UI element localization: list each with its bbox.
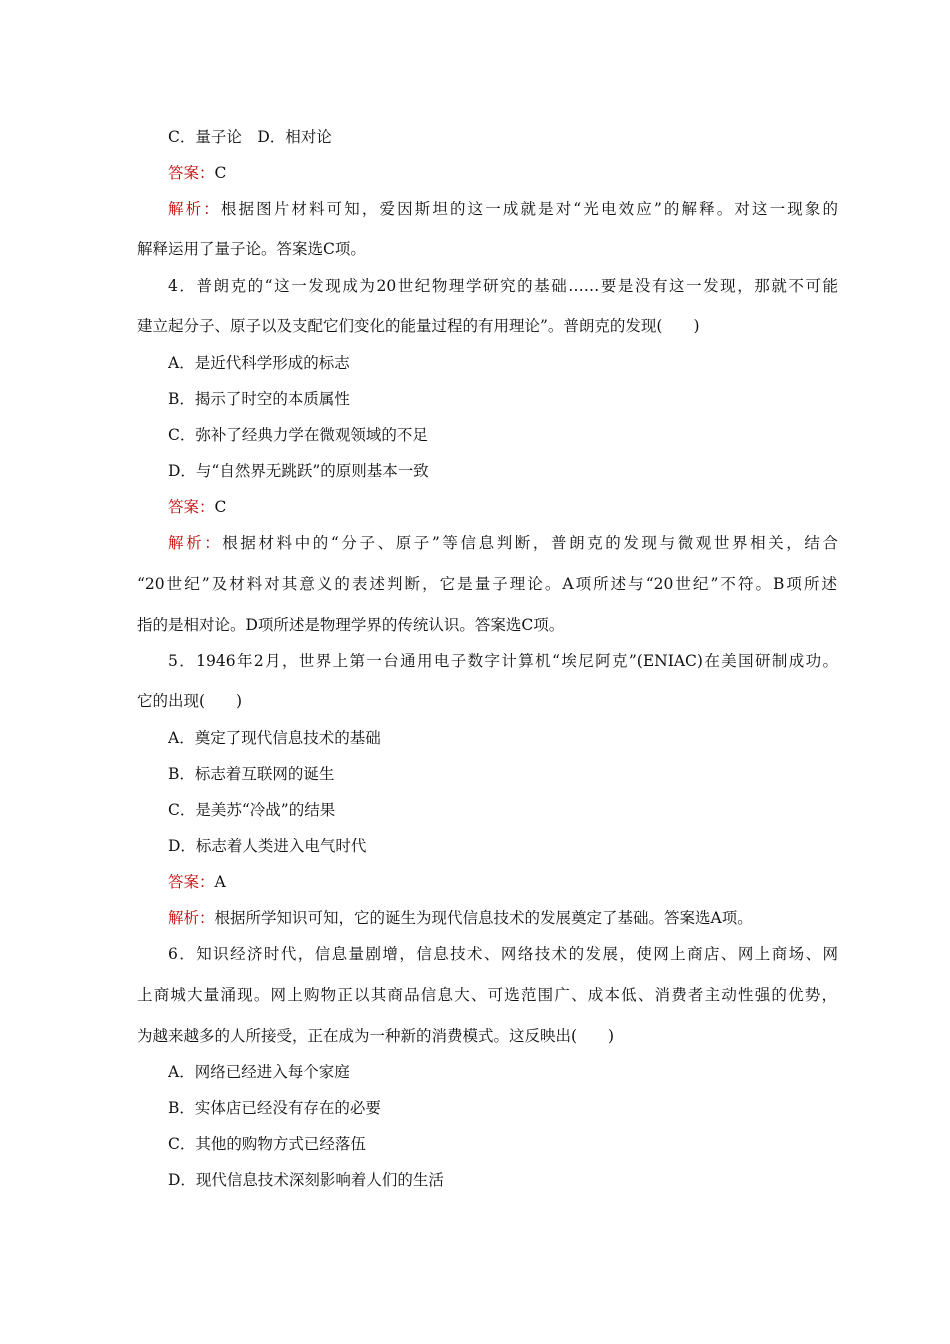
analysis-label: 解析：	[168, 534, 223, 552]
q5-option-a: A．奠定了现代信息技术的基础	[168, 729, 381, 747]
q6-option-d: D．现代信息技术深刻影响着人们的生活	[168, 1171, 444, 1189]
q5-stem-line1: 5．1946年2月，世界上第一台通用电子数字计算机“埃尼阿克”(ENIAC)在美国研制成功。	[168, 652, 838, 670]
analysis-text: 根据材料中的“分子、原子”等信息判断，普朗克的发现与微观世界相关，结合	[222, 534, 838, 552]
q6-option-a: A．网络已经进入每个家庭	[168, 1063, 350, 1081]
analysis-label: 解析：	[168, 909, 215, 927]
q3-options-cd: C．量子论 D．相对论	[168, 128, 332, 146]
q4-option-a: A．是近代科学形成的标志	[168, 354, 350, 372]
q5-option-b: B．标志着互联网的诞生	[168, 765, 335, 783]
analysis-text: 根据图片材料可知，爱因斯坦的这一成就是对“光电效应”的解释。对这一现象的	[220, 200, 838, 218]
q6-option-c: C．其他的购物方式已经落伍	[168, 1135, 366, 1153]
q4-analysis-line1	[168, 533, 838, 553]
q6-stem-line3: 为越来越多的人所接受，正在成为一种新的消费模式。这反映出( )	[137, 1027, 615, 1045]
answer-label: 答案：	[168, 164, 215, 182]
answer-label: 答案：	[168, 498, 215, 516]
q4-analysis-line3: 指的是相对论。D项所述是物理学界的传统认识。答案选C项。	[137, 616, 565, 634]
q4-option-d: D．与“自然界无跳跃”的原则基本一致	[168, 462, 429, 480]
answer-value: A	[214, 873, 226, 891]
q3-analysis-line1	[168, 199, 838, 219]
q4-option-c: C．弥补了经典力学在微观领域的不足	[168, 426, 428, 444]
analysis-label: 解析：	[168, 200, 221, 218]
q4-option-b: B．揭示了时空的本质属性	[168, 390, 350, 408]
q6-stem-line1: 6．知识经济时代，信息量剧增，信息技术、网络技术的发展，使网上商店、网上商场、网	[168, 945, 838, 963]
q4-answer	[168, 497, 838, 517]
q5-option-c: C．是美苏“冷战”的结果	[168, 801, 336, 819]
q6-option-b: B．实体店已经没有存在的必要	[168, 1099, 381, 1117]
q6-stem-line2: 上商城大量涌现。网上购物正以其商品信息大、可选范围广、成本低、消费者主动性强的优势，	[137, 986, 837, 1004]
q3-answer	[168, 163, 838, 183]
answer-value: C	[214, 498, 227, 516]
q5-option-d: D．标志着人类进入电气时代	[168, 837, 367, 855]
analysis-text: 根据所学知识可知，它的诞生为现代信息技术的发展奠定了基础。答案选A项。	[214, 909, 753, 927]
answer-value: C	[214, 164, 227, 182]
q4-stem-line2: 建立起分子、原子以及支配它们变化的能量过程的有用理论”。普朗克的发现( )	[137, 317, 700, 335]
q5-stem-line2: 它的出现( )	[137, 692, 243, 710]
q5-analysis-line1	[168, 908, 838, 928]
q4-stem-line1: 4．普朗克的“这一发现成为20世纪物理学研究的基础……要是没有这一发现，那就不可能	[168, 277, 838, 295]
q4-analysis-line2: “20世纪”及材料对其意义的表述判断，它是量子理论。A项所述与“20世纪”不符。B项所述	[137, 575, 837, 593]
q5-answer	[168, 872, 838, 892]
answer-label: 答案：	[168, 873, 215, 891]
q3-analysis-line2: 解释运用了量子论。答案选C项。	[137, 240, 366, 258]
